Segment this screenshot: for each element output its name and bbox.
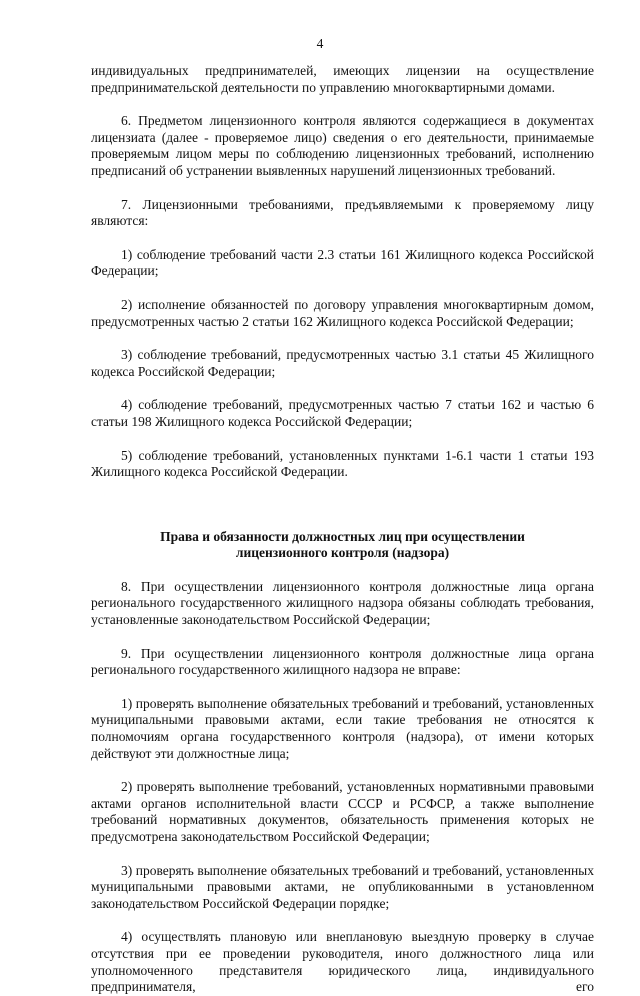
page-number: 4 [316, 36, 324, 51]
document-body [91, 63, 594, 996]
paragraph-7-item-5: 5) соблюдение требований, установленных пунктами 1-6.1 части 1 статьи 193 Жилищного кодекса Российской Федерации. [91, 447, 594, 480]
section-heading-line2: лицензионного контроля (надзора) [235, 545, 450, 561]
paragraph-8: 8. При осуществлении лицензионного контроля должностные лица органа регионального государственного жилищного надзора обязаны соблюдать требования, установленные законодательством Российской Федерации; [91, 578, 594, 628]
paragraph-7: 7. Лицензионными требованиями, предъявляемыми к проверяемому лицу являются: [91, 196, 594, 229]
section-heading-line1: Права и обязанности должностных лиц при осуществлении [160, 528, 525, 544]
paragraph-9-item-2: 2) проверять выполнение требований, установленных нормативными правовыми актами органов исполнительной власти СССР и РСФСР, а также выполнение требований нормативных документов, обязательность применения которых не предусмотрена законодательством Российской Федерации; [91, 779, 594, 844]
paragraph-6: 6. Предметом лицензионного контроля являются содержащиеся в документах лицензиата (далее - проверяемое лицо) сведения о его деятельности, принимаемые проверяемым лицом меры по соблюдению лицензионных требований, исполнению предписаний об устранении выявленных нарушений лицензионных требований. [91, 113, 594, 178]
paragraph-7-item-3: 3) соблюдение требований, предусмотренных частью 3.1 статьи 45 Жилищного кодекса Российской Федерации; [91, 347, 594, 379]
paragraph-7-item-2: 2) исполнение обязанностей по договору управления многоквартирным домом, предусмотренных частью 2 статьи 162 Жилищного кодекса Российской Федерации; [91, 296, 594, 329]
paragraph-9-item-4: 4) осуществлять плановую или внеплановую выездную проверку в случае отсутствия при ее проведении руководителя, иного должностного лица или уполномоченного представителя юридического лица, индивидуального предпринимателя, его [91, 929, 594, 995]
paragraph-9: 9. При осуществлении лицензионного контроля должностные лица органа регионального государственного жилищного надзора не вправе: [91, 645, 594, 678]
paragraph-9-item-1: 1) проверять выполнение обязательных требований и требований, установленных муниципальными правовыми актами, если такие требования не относятся к полномочиям органа государственного контроля (надзора), от имени которых действуют эти должностные лица; [91, 695, 594, 761]
paragraph-continuation-line2: предпринимательской деятельности по управлению многоквартирными домами. [91, 79, 556, 95]
paragraph-7-item-1: 1) соблюдение требований части 2.3 статьи 161 Жилищного кодекса Российской Федерации; [91, 246, 594, 279]
paragraph-continuation-line1: индивидуальных предпринимателей, имеющих лицензии на осуществление [91, 63, 594, 78]
paragraph-9-item-3: 3) проверять выполнение обязательных требований и требований, установленных муниципальными правовыми актами, не опубликованными в установленном законодательством Российской Федерации порядке; [91, 862, 594, 911]
paragraph-7-item-4: 4) соблюдение требований, предусмотренных частью 7 статьи 162 и частью 6 статьи 198 Жилищного кодекса Российской Федерации; [91, 397, 594, 429]
